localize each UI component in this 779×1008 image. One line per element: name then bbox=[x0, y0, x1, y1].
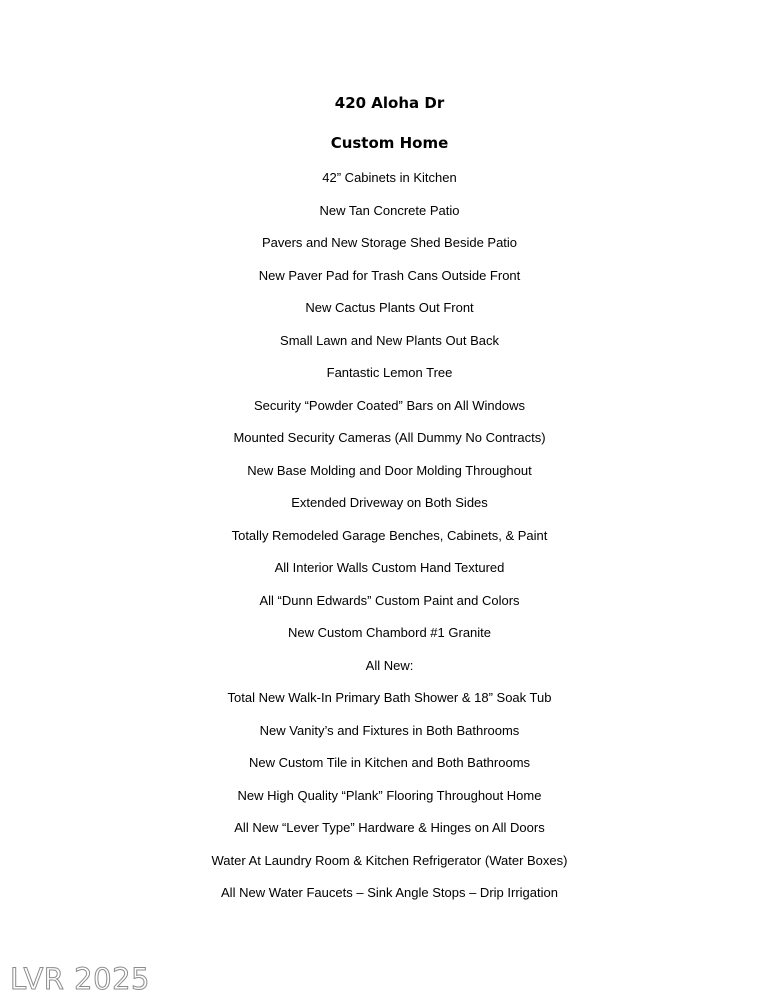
feature-item: Pavers and New Storage Shed Beside Patio bbox=[261, 235, 518, 250]
feature-item: New Custom Tile in Kitchen and Both Bathrooms bbox=[248, 755, 531, 770]
watermark: LVR 2025 bbox=[10, 962, 150, 996]
feature-item: New Base Molding and Door Molding Throughout bbox=[247, 462, 532, 478]
feature-item: New Vanity’s and Fixtures in Both Bathrooms bbox=[259, 722, 520, 738]
feature-item: All New: bbox=[365, 657, 414, 673]
feature-item: Mounted Security Cameras (All Dummy No Contracts) bbox=[233, 430, 546, 445]
features-list bbox=[0, 168, 779, 916]
feature-item: Totally Remodeled Garage Benches, Cabinets, & Paint bbox=[231, 527, 548, 543]
feature-item: All “Dunn Edwards” Custom Paint and Colors bbox=[259, 592, 520, 608]
feature-item: Fantastic Lemon Tree bbox=[326, 365, 453, 380]
feature-item: All New Water Faucets – Sink Angle Stops – Drip Irrigation bbox=[221, 885, 558, 900]
property-subtitle-heading: Custom Home bbox=[330, 134, 449, 152]
feature-item: Total New Walk-In Primary Bath Shower & 18” Soak Tub bbox=[227, 690, 552, 705]
feature-item: New Paver Pad for Trash Cans Outside Front bbox=[258, 267, 521, 283]
feature-item: Water At Laundry Room & Kitchen Refrigerator (Water Boxes) bbox=[211, 852, 568, 868]
feature-item: New High Quality “Plank” Flooring Throughout Home bbox=[237, 787, 542, 803]
feature-item: New Tan Concrete Patio bbox=[319, 202, 460, 218]
feature-item: New Cactus Plants Out Front bbox=[305, 300, 474, 315]
feature-item: 42” Cabinets in Kitchen bbox=[322, 170, 457, 185]
property-address-heading: 420 Aloha Dr bbox=[334, 94, 445, 112]
feature-item: New Custom Chambord #1 Granite bbox=[287, 625, 492, 640]
feature-item: All Interior Walls Custom Hand Textured bbox=[274, 560, 505, 575]
feature-item: Extended Driveway on Both Sides bbox=[291, 495, 488, 510]
feature-item: Security “Powder Coated” Bars on All Windows bbox=[254, 397, 525, 413]
feature-item: All New “Lever Type” Hardware & Hinges on All Doors bbox=[234, 820, 545, 835]
feature-item: Small Lawn and New Plants Out Back bbox=[280, 332, 499, 348]
